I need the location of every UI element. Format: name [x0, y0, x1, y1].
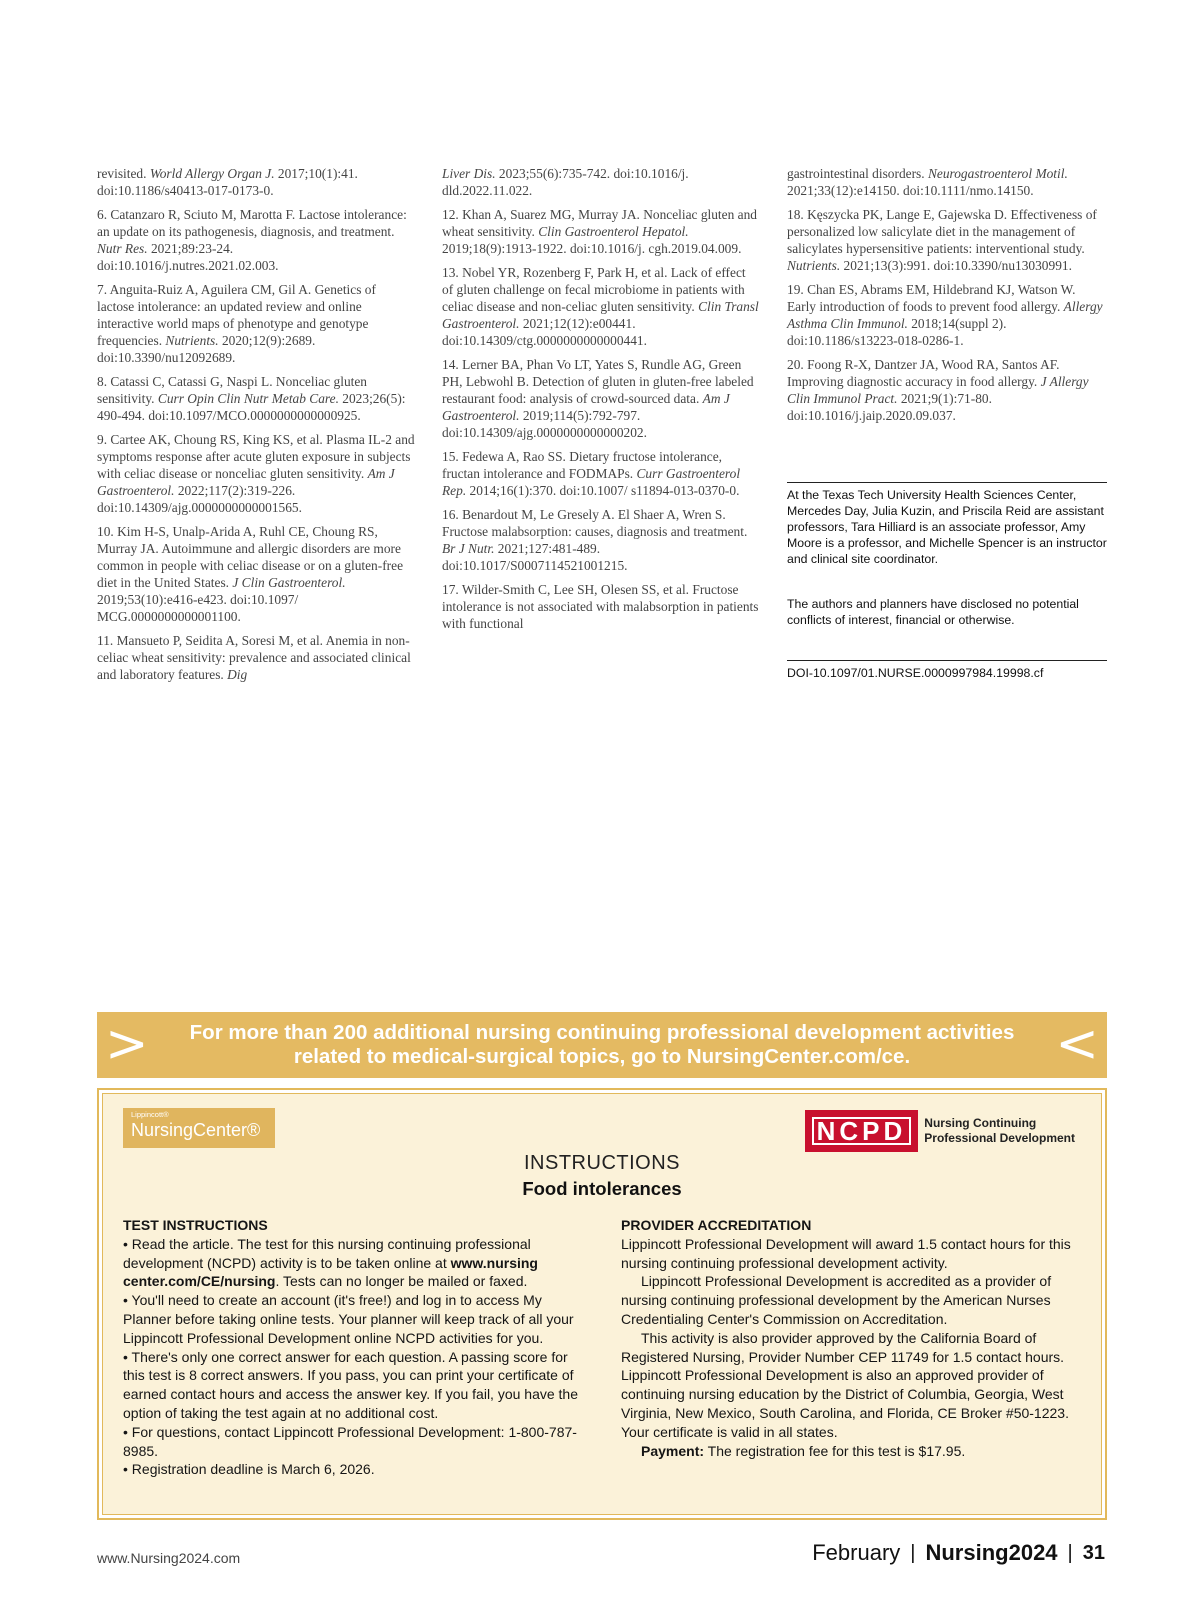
text-run: revisited. [97, 166, 150, 181]
text-run: 6. Catanzaro R, Sciuto M, Marotta F. Lactose intolerance: an update on its pathogenesis, diagnosis, and treatment. [97, 207, 407, 239]
chevron-left-icon: < [1055, 1014, 1099, 1074]
journal-title: Br J Nutr. [442, 541, 495, 556]
text-run: 2014;16(1):370. doi:10.1007/ s11894-013-0370-0. [466, 483, 740, 498]
journal-title: Am J Gastroenterol. [97, 466, 395, 498]
text-run: Lippincott Professional Development will award 1.5 contact hours for this nursing continuing professional development activity. [621, 1235, 1071, 1271]
ce-promo-banner [97, 1012, 1107, 1078]
test-instruction-item [123, 1291, 593, 1347]
ncpd-caption-line-2: Professional Development [924, 1131, 1075, 1145]
instructions-title: INSTRUCTIONS [524, 1152, 680, 1174]
footer-separator-1: | [910, 1541, 916, 1564]
reference-entry [97, 206, 415, 274]
journal-title: Clin Transl Gastroenterol. [442, 299, 759, 331]
reference-entry [97, 281, 415, 366]
reference-entry [97, 373, 415, 424]
footer-month: February [812, 1540, 901, 1565]
text-run: • You'll need to create an account (it's free!) and log in to access My Planner before taking online tests. Your planner will keep track of all your Lippincott Professional Development online NCPD activities for you. [123, 1292, 574, 1346]
references-column-2 [442, 165, 760, 639]
journal-title: Curr Opin Clin Nutr Metab Care. [157, 391, 339, 406]
ncpd-caption-line-1: Nursing Continuing [924, 1116, 1037, 1130]
journal-title: Clin Gastroenterol Hepatol. [538, 224, 689, 239]
reference-entry [787, 356, 1105, 424]
text-run: 2023;26(5): 490-494. doi:10.1097/MCO.0000000000000925. [97, 391, 406, 423]
provider-accreditation-text [621, 1235, 1091, 1461]
page-number: 31 [1082, 1541, 1105, 1564]
test-instructions-column [123, 1216, 593, 1479]
text-run: 7. Anguita-Ruiz A, Aguilera CM, Gil A. Genetics of lactose intolerance: an updated review and online interactive world maps of phenotype and genotype frequencies. [97, 282, 376, 348]
banner-text [157, 1021, 1047, 1069]
ncpd-badge [805, 1110, 919, 1152]
text-run: Lippincott Professional Development is accredited as a provider of nursing continuing professional development by the American Nurses Credentialing Center's Commission on Accreditation. [621, 1273, 1052, 1327]
text-run: 14. Lerner BA, Phan Vo LT, Yates S, Rundle AG, Green PH, Lebwohl B. Detection of gluten in gluten-free labeled restaurant food: analysis of crowd-sourced data. [442, 357, 754, 406]
test-instructions-list [123, 1235, 593, 1479]
text-run: • Read the article. The test for this nursing continuing professional development (NCPD) activity is to be taken online at [123, 1235, 531, 1271]
provider-paragraph [621, 1442, 1091, 1461]
text-run: • There's only one correct answer for each question. A passing score for this test is 8 correct answers. If you pass, you can print your certificate of earned contact hours and access the answer key. If you fail, you have the option of taking the test again at no additional cost. [123, 1348, 579, 1421]
reference-entry [97, 165, 415, 199]
journal-title: J Allergy Clin Immunol Pract. [787, 374, 1089, 406]
reference-entry [442, 356, 760, 441]
ncpd-letters: NCPD [809, 1114, 915, 1148]
text-run: gastrointestinal disorders. [787, 166, 928, 181]
reference-entry [97, 523, 415, 625]
reference-entry [787, 206, 1105, 274]
text-run: 2021;89:23-24. doi:10.1016/j.nutres.2021.02.003. [97, 241, 279, 273]
reference-entry [442, 506, 760, 574]
test-instruction-item [123, 1235, 593, 1291]
emphasis-text: www.nursing center.com/CE/nursing [123, 1254, 538, 1290]
text-run: 2020;12(9):2689. doi:10.3390/nu12092689. [97, 333, 316, 365]
reference-entry [442, 581, 760, 632]
test-instruction-item [123, 1423, 593, 1461]
logo-brand-name: NursingCenter® [131, 1120, 261, 1140]
text-run: 11. Mansueto P, Seidita A, Soresi M, et al. Anemia in non-celiac wheat sensitivity: prevalence and associated clinical and laboratory features. [97, 633, 411, 682]
footer-url: www.Nursing2024.com [97, 1550, 241, 1566]
text-run: . Tests can no longer be mailed or faxed. [275, 1273, 528, 1290]
test-instruction-item [123, 1348, 593, 1423]
references-column-1 [97, 165, 415, 690]
banner-line-2: related to medical-surgical topics, go to NursingCenter.com/ce. [293, 1045, 911, 1068]
provider-paragraph [621, 1329, 1091, 1442]
nursingcenter-logo [123, 1108, 275, 1148]
text-run: The registration fee for this test is $17.95. [704, 1442, 966, 1459]
text-run: 2019;18(9):1913-1922. doi:10.1016/j. cgh.2019.04.009. [442, 241, 742, 256]
journal-title: Curr Gastroenterol Rep. [442, 466, 741, 498]
text-run: 15. Fedewa A, Rao SS. Dietary fructose intolerance, fructan intolerance and FODMAPs. [442, 449, 723, 481]
journal-title: Nutrients. [165, 333, 219, 348]
text-run: • For questions, contact Lippincott Professional Development: 1-800-787-8985. [123, 1423, 577, 1459]
journal-title: Neurogastroenterol Motil. [927, 166, 1068, 181]
text-run: 2018;14(suppl 2). doi:10.1186/s13223-018-0286-1. [787, 316, 1007, 348]
chevron-right-icon: > [105, 1014, 149, 1074]
text-run: 16. Benardout M, Le Gresely A. El Shaer A, Wren S. Fructose malabsorption: causes, diagnosis and treatment. [442, 507, 748, 539]
text-run: 13. Nobel YR, Rozenberg F, Park H, et al. Lack of effect of gluten challenge on fecal microbiome in patients with celiac disease and non-celiac gluten sensitivity. [442, 265, 746, 314]
text-run: 2022;117(2):319-226. doi:10.14309/ajg.0000000000001565. [97, 483, 302, 515]
banner-line-1: For more than 200 additional nursing continuing professional development activities [189, 1021, 1015, 1044]
test-instructions-heading: TEST INSTRUCTIONS [123, 1217, 268, 1233]
test-instruction-item [123, 1460, 593, 1479]
ncpd-logo [805, 1110, 1075, 1152]
text-run: 8. Catassi C, Catassi G, Naspi L. Nonceliac gluten sensitivity. [97, 374, 367, 406]
text-run: 9. Cartee AK, Choung RS, King KS, et al. Plasma IL-2 and symptoms response after acute gluten exposure in subjects with celiac disease or nonceliac gluten sensitivity. [97, 432, 415, 481]
provider-accreditation-column [621, 1216, 1091, 1460]
author-affiliation-note: At the Texas Tech University Health Sciences Center, Mercedes Day, Julia Kuzin, and Priscila Reid are assistant professors, Tara Hilliard is an associate professor, Amy Moore is a professor, and Michelle Spencer is an instructor and clinical site coordinator. [787, 482, 1107, 567]
journal-title: Dig [227, 667, 248, 682]
reference-entry [442, 206, 760, 257]
reference-entry [97, 632, 415, 683]
reference-entry [442, 264, 760, 349]
text-run: 2021;127:481-489. doi:10.1017/S0007114521001215. [442, 541, 628, 573]
reference-entry [787, 281, 1105, 349]
text-run: This activity is also provider approved by the California Board of Registered Nursing, Provider Number CEP 11749 for 1.5 contact hours. Lippincott Professional Development is also an approved provider of continuing nursing education by the District of Columbia, Georgia, West Virginia, New Mexico, South Carolina, and Florida, CE Broker #50-1223. Your certificate is valid in all states. [621, 1329, 1069, 1440]
logo-brand-small: Lippincott® [131, 1110, 169, 1119]
text-run: 12. Khan A, Suarez MG, Murray JA. Nonceliac gluten and wheat sensitivity. [442, 207, 757, 239]
instructions-box [97, 1088, 1107, 1520]
text-run: 2021;12(12):e00441. doi:10.14309/ctg.0000000000000441. [442, 316, 647, 348]
footer-separator-2: | [1067, 1541, 1073, 1564]
instructions-panel [102, 1093, 1102, 1515]
text-run: 2023;55(6):735-742. doi:10.1016/j. dld.2022.11.022. [442, 166, 689, 198]
journal-title: Allergy Asthma Clin Immunol. [787, 299, 1103, 331]
text-run: 17. Wilder-Smith C, Lee SH, Olesen SS, et al. Fructose intolerance is not associated with malabsorption in patients with functional [442, 582, 759, 631]
ncpd-caption [924, 1116, 1075, 1146]
references-column-3 [787, 165, 1105, 431]
reference-entry [787, 165, 1105, 199]
text-run: 2021;13(3):991. doi:10.3390/nu13030991. [840, 258, 1072, 273]
provider-paragraph [621, 1272, 1091, 1328]
doi-line: DOI-10.1097/01.NURSE.0000997984.19998.cf [787, 660, 1107, 681]
text-run: 2021;33(12):e14150. doi:10.1111/nmo.14150. [787, 183, 1034, 198]
footer-magazine-title: Nursing2024 [925, 1540, 1058, 1565]
text-run: 19. Chan ES, Abrams EM, Hildebrand KJ, Watson W. Early introduction of foods to prevent food allergy. [787, 282, 1076, 314]
provider-accreditation-heading: PROVIDER ACCREDITATION [621, 1217, 812, 1233]
reference-entry [442, 448, 760, 499]
text-run: 2021;9(1):71-80. doi:10.1016/j.jaip.2020.09.037. [787, 391, 992, 423]
journal-title: Nutrients. [787, 258, 841, 273]
text-run: 20. Foong R-X, Dantzer JA, Wood RA, Santos AF. Improving diagnostic accuracy in food allergy. [787, 357, 1060, 389]
emphasis-text: Payment: [641, 1442, 705, 1459]
text-run: • Registration deadline is March 6, 2026. [123, 1461, 375, 1478]
text-run: 2017;10(1):41. doi:10.1186/s40413-017-0173-0. [97, 166, 358, 198]
reference-entry [442, 165, 760, 199]
text-run: 18. Kęszycka PK, Lange E, Gajewska D. Effectiveness of personalized low salicylate diet in the management of salicylates hypersensitive patients: interventional study. [787, 207, 1097, 256]
journal-title: J Clin Gastroenterol. [232, 575, 346, 590]
journal-title: Liver Dis. [442, 166, 496, 181]
provider-paragraph [621, 1235, 1091, 1273]
instructions-subtitle: Food intolerances [522, 1178, 682, 1199]
footer-folio [812, 1540, 1105, 1566]
journal-title: Nutr Res. [97, 241, 148, 256]
text-run: 2019;53(10):e416-e423. doi:10.1097/ MCG.0000000000001100. [97, 592, 299, 624]
text-run: 10. Kim H-S, Unalp-Arida A, Ruhl CE, Choung RS, Murray JA. Autoimmune and allergic disorders are more common in people with celiac disease or on a gluten-free diet in the United States. [97, 524, 404, 590]
journal-title: Am J Gastroenterol. [442, 391, 730, 423]
journal-title: World Allergy Organ J. [149, 166, 275, 181]
disclosure-statement: The authors and planners have disclosed no potential conflicts of interest, financial or otherwise. [787, 597, 1079, 627]
reference-entry [97, 431, 415, 516]
text-run: 2019;114(5):792-797. doi:10.14309/ajg.0000000000000202. [442, 408, 647, 440]
